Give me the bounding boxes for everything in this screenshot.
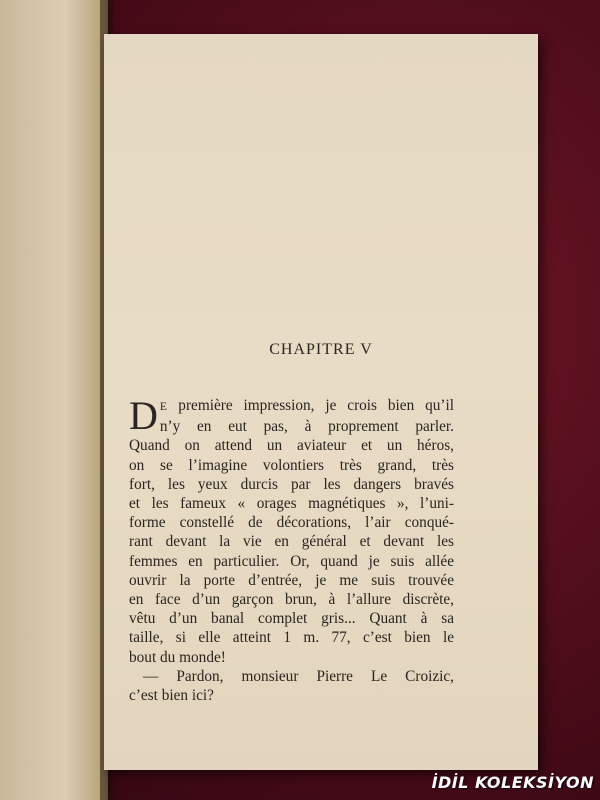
text-line-1 [129, 396, 454, 417]
text-line-1-rest: première impression, je crois bien qu’il [167, 397, 454, 414]
text-line: ouvrir la porte d’entrée, je me suis trouvée [129, 571, 454, 589]
text-line: en face d’un garçon brun, à l’allure discrète, [129, 591, 454, 609]
body-text [129, 393, 454, 705]
text-line: fort, les yeux durcis par les dangers bravés [129, 475, 454, 493]
text-line: vêtu d’un banal complet gris... Quant à sa [129, 610, 454, 628]
text-line: taille, si elle atteint 1 m. 77, c’est bien le [129, 629, 454, 647]
text-line-2: n’y en eut pas, à proprement parler. [159, 418, 454, 436]
right-page [104, 34, 538, 770]
text-line: forme constellé de décorations, l’air conqué- [129, 514, 454, 532]
first-word-small-caps: E [159, 401, 168, 413]
text-line: on se l’imagine volontiers très grand, très [129, 456, 454, 474]
left-page [0, 0, 108, 800]
dialogue-line-2: c’est bien ici? [129, 687, 214, 705]
dialogue-line-1: — Pardon, monsieur Pierre Le Croizic, [143, 667, 454, 685]
text-line: Quand on attend un aviateur et un héros, [129, 437, 454, 455]
chapter-title: CHAPITRE V [269, 341, 373, 358]
text-line: femmes en particulier. Or, quand je suis allée [129, 552, 454, 570]
text-line: rant devant la vie en général et devant les [129, 533, 454, 551]
text-line-end: bout du monde! [129, 648, 226, 666]
drop-cap: D [129, 393, 158, 438]
watermark-text: İDİL KOLEKSİYON [431, 773, 594, 792]
text-line: et les fameux « orages magnétiques », l’uni- [129, 495, 454, 513]
